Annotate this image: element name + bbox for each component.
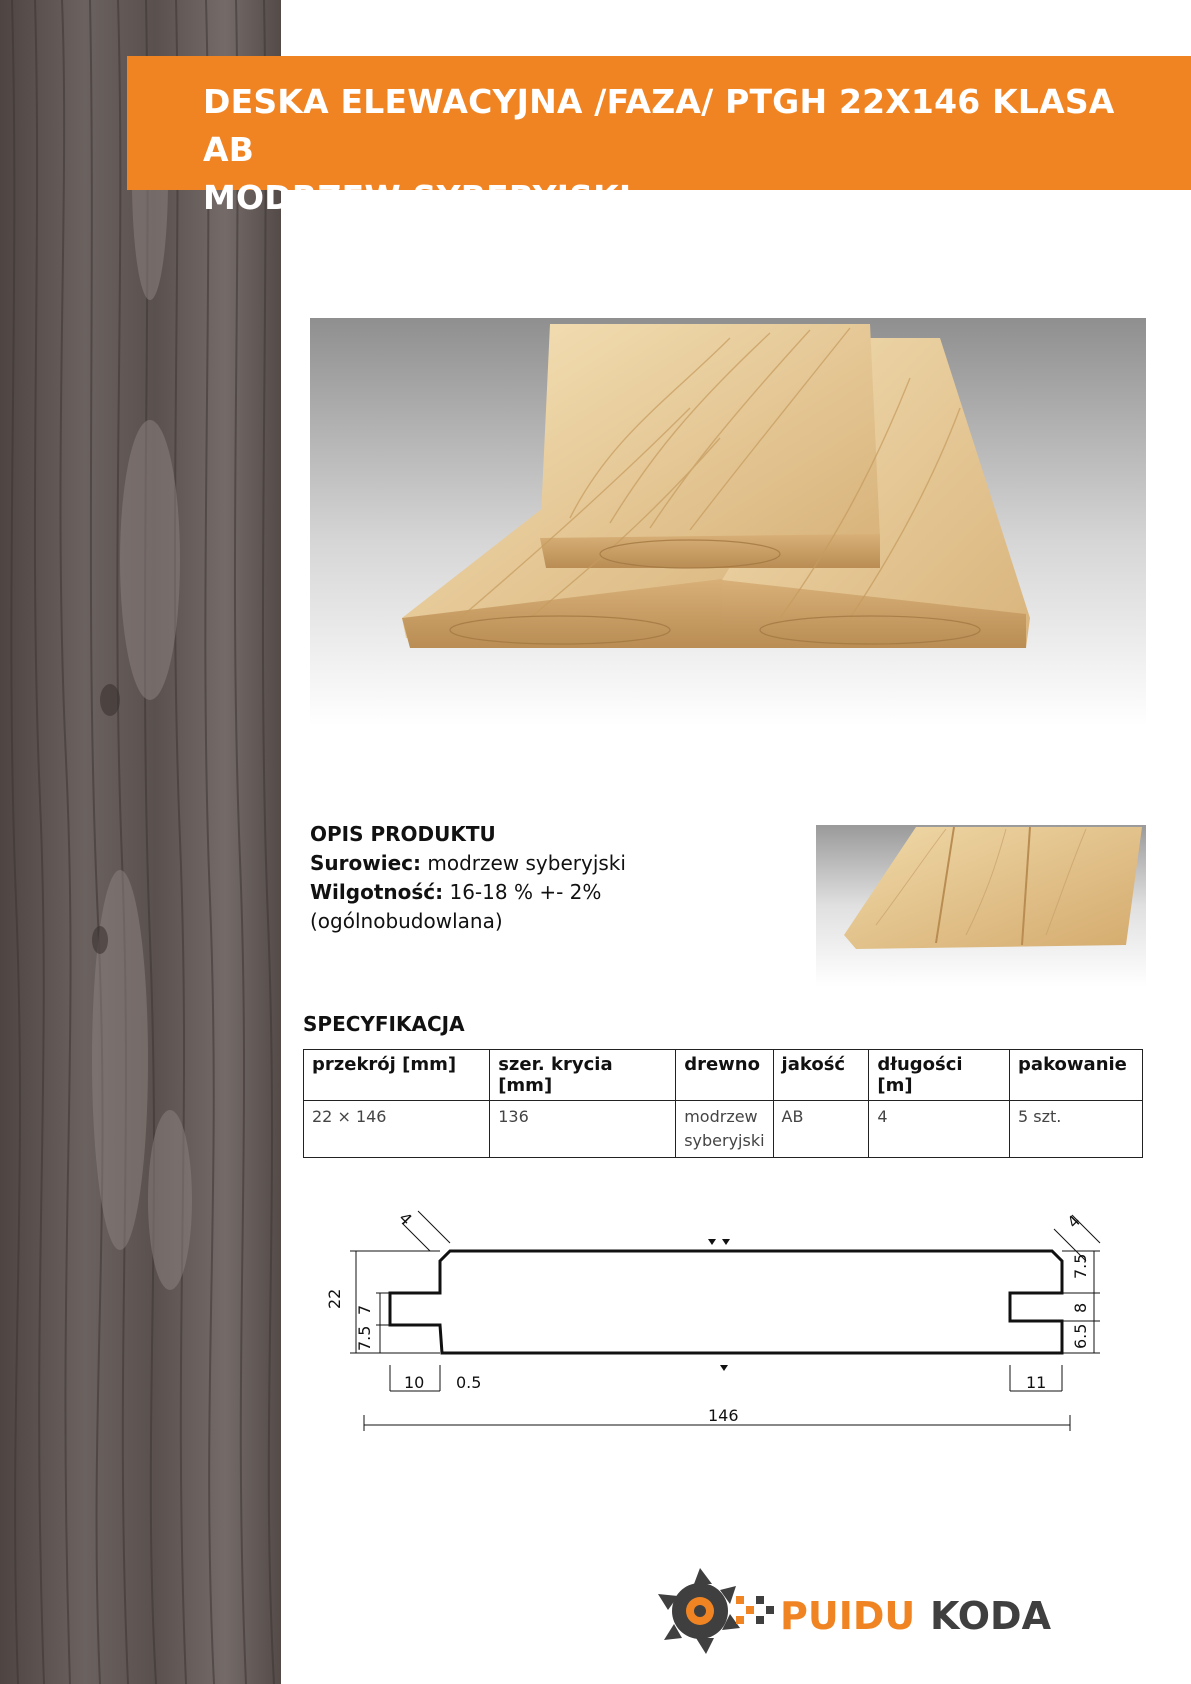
table-row xyxy=(304,1101,1143,1158)
dim-right-bottom: 6.5 xyxy=(1071,1323,1090,1349)
table-cell: 5 szt. xyxy=(1010,1101,1143,1158)
dim-chamfer-right: 4 xyxy=(1063,1211,1085,1232)
title-banner xyxy=(127,56,1191,217)
dim-lower: 7.5 xyxy=(355,1325,374,1351)
table-cell: modrzew syberyjski xyxy=(676,1101,773,1158)
column-header: szer. krycia [mm] xyxy=(490,1050,676,1101)
wood-texture-strip xyxy=(0,0,281,1684)
logo-text-part1: PUIDU xyxy=(780,1594,916,1638)
product-photo-secondary xyxy=(816,825,1146,987)
dim-tongue-depth: 11 xyxy=(1026,1373,1047,1392)
table-cell: 22 × 146 xyxy=(304,1101,490,1158)
dim-chamfer-left: 4 xyxy=(395,1208,416,1230)
specification-table xyxy=(303,1049,1143,1158)
material-row xyxy=(310,849,790,878)
column-header: pakowanie xyxy=(1010,1050,1143,1101)
column-header: drewno xyxy=(676,1050,773,1101)
moisture-label: Wilgotność: xyxy=(310,880,444,904)
moisture-row xyxy=(310,878,790,936)
product-photo-main xyxy=(310,318,1146,726)
description-heading: OPIS PRODUKTU xyxy=(310,822,496,846)
table-header-row xyxy=(304,1050,1143,1101)
specification-heading: SPECYFIKACJA xyxy=(303,1012,465,1036)
puidukoda-logo xyxy=(650,1566,1120,1656)
column-header: przekrój [mm] xyxy=(304,1050,490,1101)
dim-groove-height: 7 xyxy=(355,1304,374,1315)
table-cell: 4 xyxy=(869,1101,1010,1158)
saw-blade-icon xyxy=(658,1568,740,1654)
product-title xyxy=(203,78,1163,222)
table-cell: AB xyxy=(773,1101,869,1158)
product-description xyxy=(310,820,790,936)
marker-triangle xyxy=(722,1239,730,1245)
material-value: modrzew syberyjski xyxy=(427,851,626,875)
table-cell: 136 xyxy=(490,1101,676,1158)
marker-triangle xyxy=(720,1365,728,1371)
column-header: jakość xyxy=(773,1050,869,1101)
title-line-1: DESKA ELEWACYJNA /FAZA/ PTGH 22X146 KLASA AB xyxy=(203,82,1115,169)
marker-triangle xyxy=(708,1239,716,1245)
board-profile-outline xyxy=(390,1251,1062,1353)
material-label: Surowiec: xyxy=(310,851,421,875)
pixel-dots-icon xyxy=(736,1596,774,1624)
dim-total-width: 146 xyxy=(708,1406,739,1425)
dim-gap: 0.5 xyxy=(456,1373,482,1392)
dim-right-top: 7.5 xyxy=(1071,1253,1090,1279)
wood-grain-image xyxy=(0,0,281,1684)
dim-groove-depth: 10 xyxy=(404,1373,425,1392)
dim-total-height: 22 xyxy=(325,1288,344,1309)
title-line-2: MODRZEW SYBERYJSKI xyxy=(203,178,632,217)
column-header: długości [m] xyxy=(869,1050,1010,1101)
dim-right-tongue: 8 xyxy=(1071,1302,1090,1313)
moisture-value: 16-18 % +- 2% (ogólnobudowlana) xyxy=(310,880,602,933)
cross-section-drawing xyxy=(310,1205,1130,1445)
logo-text-part2: KODA xyxy=(930,1594,1051,1638)
